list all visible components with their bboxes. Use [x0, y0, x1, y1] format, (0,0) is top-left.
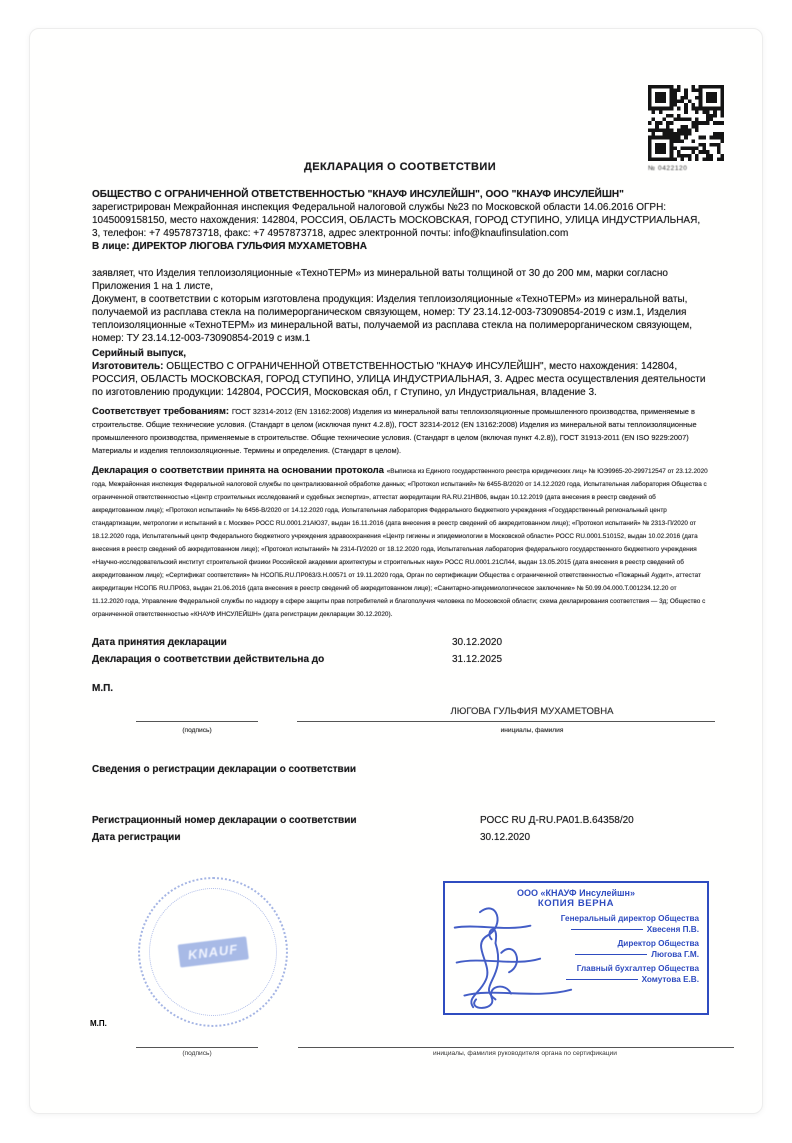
basis-paragraph: [92, 464, 708, 620]
valid-until-row: [92, 653, 708, 666]
officer-title: Главный бухгалтер Общества: [576, 964, 699, 973]
serial-issue: Серийный выпуск,: [92, 348, 187, 359]
seal-placeholder-label: М.П.: [92, 683, 114, 694]
signer-name: ЛЮГОВА ГУЛЬФИЯ МУХАМЕТОВНА: [450, 706, 614, 717]
stamp-company-line: ООО «КНАУФ Инсулейшн»: [517, 888, 635, 898]
signature-line: [136, 721, 258, 722]
date-accepted-row: [92, 636, 708, 649]
name-line: [297, 721, 715, 722]
stamp-signature-line: [571, 929, 643, 930]
officer-name: Хвесеня П.В.: [646, 925, 699, 934]
name-caption: инициалы, фамилия: [500, 727, 564, 734]
basis-text: «Выписка из Единого государственного реестра юридических лиц» № ЮЭ9965-20-299712547 от 23.12.2020 года, Межрайонная инспекция Федеральной налоговой службы по централизованной обработке данных; «Протокол испытаний» № 6455-В/2020 от 14.12.2020 года, Испытательная лаборатория Общества с ограниченной ответственностью «Центр строительных исследований и судебных экспертиз», аттестат аккредитации RA.RU.21НВ06, выдан 10.12.2019 (дата внесения в реестр сведений об аккредитованном лице); «Протокол испытаний» № 6456-В/2020 от 14.12.2020 года, Испытательная лаборатория Федерального бюджетного учреждения «Государственный региональный центр стандартизации, метрологии и испытаний в г. Москве» РОСС RU.0001.21АЮ37, выдан 16.11.2016 (дата внесения в реестр сведений об аккредитованном лице); «Протокол испытаний» № 2313-П/2020 от 18.12.2020 года, Испытательный центр Федерального бюджетного учреждения здравоохранения «Центр гигиены и эпидемиологии в Московской области» РОСС RU.0001.510152, выдан 10.02.2016 (дата внесения в реестр сведений об аккредитованном лице); «Протокол испытаний» № 2314-П/2020 от 18.12.2020 года, Испытательная лаборатория федерального государственного бюджетного учреждения «Научно-исследовательский институт строительной физики Российской академии архитектуры и строительных наук» РОСС RU.0001.21СЛ44, выдан 13.05.2015 (дата внесения в реестр сведений об аккредитованном лице); «Сертификат соответствия» № НСОПБ.RU.ПР063/3.Н.00571 от 19.11.2020 года, Орган по сертификации Общества с ограниченной ответственностью «Пожарный Аудит», аттестат аккредитации НСОПБ RU.ПР063, выдан 21.06.2016 (дата внесения в реестр сведений об аккредитованном лице); «Санитарно-эпидемиологическое заключение» № 50.99.04.000.Т.001234.12.20 от 11.12.2020 года, Управление Федеральной службы по надзору в сфере защиты прав потребителей и благополучия человека по Московской области; схема декларирования соответствия — 3д; Общество с ограниченной ответственностью «КНАУФ ИНСУЛЕЙШН» (дата регистрации декларации 30.12.2020).: [92, 468, 708, 618]
manufacturer-details: ОБЩЕСТВО С ОГРАНИЧЕННОЙ ОТВЕТСТВЕННОСТЬЮ "КНАУФ ИНСУЛЕЙШН", место нахождения: 142804, РОССИЯ, ОБЛАСТЬ МОСКОВСКАЯ, ГОРОД СТУПИНО, УЛИЦА ИНДУСТРИАЛЬНАЯ, 3. Адрес места осуществления деятельности по изготовлению продукции: 142804, РОССИЯ, Московская обл, г Ступино, ул Индустриальная, владение 3.: [92, 361, 706, 398]
document-page: [29, 28, 763, 1114]
knauf-logo: KNAUF: [178, 936, 249, 967]
registration-header: Сведения о регистрации декларации о соответствии: [92, 764, 356, 775]
reg-number-value: РОСС RU Д-RU.РА01.В.64358/20: [480, 815, 634, 826]
stamp-signature-line: [575, 954, 647, 955]
manufacturer-paragraph: [92, 360, 708, 399]
product-document: Документ, в соответствии с которым изготовлена продукция: Изделия теплоизоляционные «ТехноТЕРМ» из минеральной ваты, получаемой из расплава стекла на полимерорганическом связующем, номер: ТУ 23.14.12-003-73090854-2019 с изм.1, Изделия теплоизоляционные «ТехноТЕРМ» из минеральной ваты, получаемой из расплава стекла на полимерорганическом связующем, номер: ТУ 23.14.12-003-73090854-2019 с изм.1: [92, 294, 693, 344]
stamp-officer-row: [453, 964, 699, 984]
round-company-stamp: [138, 877, 288, 1027]
signature-caption: (подпись): [182, 727, 212, 734]
reg-date-label: Дата регистрации: [92, 832, 181, 843]
date-accepted-label: Дата принятия декларации: [92, 637, 227, 648]
document-title: ДЕКЛАРАЦИЯ О СООТВЕТСТВИИ: [303, 161, 497, 173]
in-person-line: В лице: ДИРЕКТОР ЛЮГОВА ГУЛЬФИЯ МУХАМЕТОВНА: [92, 241, 367, 252]
footer-signature-caption: (подпись): [182, 1050, 212, 1057]
stamp-officer-row: [453, 939, 699, 959]
date-accepted-value: 30.12.2020: [452, 637, 503, 648]
stamp-signature-line: [566, 979, 638, 980]
officer-title: Директор Общества: [617, 939, 699, 948]
reg-date-row: [92, 831, 708, 844]
reg-number-label: Регистрационный номер декларации о соответствии: [92, 815, 357, 826]
applicant-paragraph: [92, 188, 708, 253]
reg-date-value: 30.12.2020: [480, 832, 531, 843]
footer-seal-label: М.П.: [90, 1019, 107, 1028]
valid-until-label: Декларация о соответствии действительна до: [92, 654, 325, 665]
manufacturer-label: Изготовитель:: [92, 361, 164, 372]
valid-until-value: 31.12.2025: [452, 654, 503, 665]
officer-name: Люгова Г.М.: [651, 950, 699, 959]
applicant-name: ОБЩЕСТВО С ОГРАНИЧЕННОЙ ОТВЕТСТВЕННОСТЬЮ "КНАУФ ИНСУЛЕЙШН", ООО "КНАУФ ИНСУЛЕЙШН": [92, 189, 624, 200]
stamp-officer-row: [453, 914, 699, 934]
copy-certified-stamp: [443, 881, 709, 1015]
officer-title: Генеральный директор Общества: [560, 914, 699, 923]
footer-name-line: [298, 1047, 734, 1048]
reg-number-row: [92, 814, 708, 827]
footer-signature-line: [136, 1047, 258, 1048]
officer-name: Хомутова Е.В.: [641, 975, 699, 984]
requirements-text: ГОСТ 32314-2012 (EN 13162:2008) Изделия из минеральной ваты теплоизоляционные промышленного производства, применяемые в строительстве. Общие технические условия. (Стандарт в целом (исключая пункт 4.2.8)), ГОСТ 32314-2012 (EN 13162:2008) Изделия из минеральной ваты теплоизоляционные промышленного производства, применяемые в строительстве. Общие технические условия. (Стандарт в целом (включая пункт 4.2.8)), ГОСТ 31913-2011 (EN ISO 9229:2007) Материалы и изделия теплоизоляционные. Термины и определения. (Стандарт в целом).: [92, 407, 697, 455]
requirements-label: Соответствует требованиям:: [92, 406, 230, 417]
signature-block: [92, 697, 708, 749]
declaration-subject: заявляет, что Изделия теплоизоляционные «ТехноТЕРМ» из минеральной ваты толщиной от 30 до 200 мм, марки согласно Приложения 1 на 1 листе,: [92, 268, 668, 292]
requirements-paragraph: [92, 405, 708, 457]
applicant-details: зарегистрирован Межрайонная инспекция Федеральной налоговой службы №23 по Московской области 14.06.2016 ОГРН: 1045009158150, место нахождения: 142804, РОССИЯ, ОБЛАСТЬ МОСКОВСКАЯ, ГОРОД СТУПИНО, УЛИЦА ИНДУСТРИАЛЬНАЯ, 3, телефон: +7 4957873718, факс: +7 4957873718, адрес электронной почты: info@knaufinsulation.com: [92, 202, 701, 239]
basis-label: Декларация о соответствии принята на основании протокола: [92, 465, 384, 476]
stamp-copy-line: КОПИЯ ВЕРНА: [537, 898, 615, 909]
footer-name-caption: инициалы, фамилия руководителя органа по сертификации: [433, 1050, 617, 1057]
qr-caption: № 0422120: [648, 165, 688, 172]
